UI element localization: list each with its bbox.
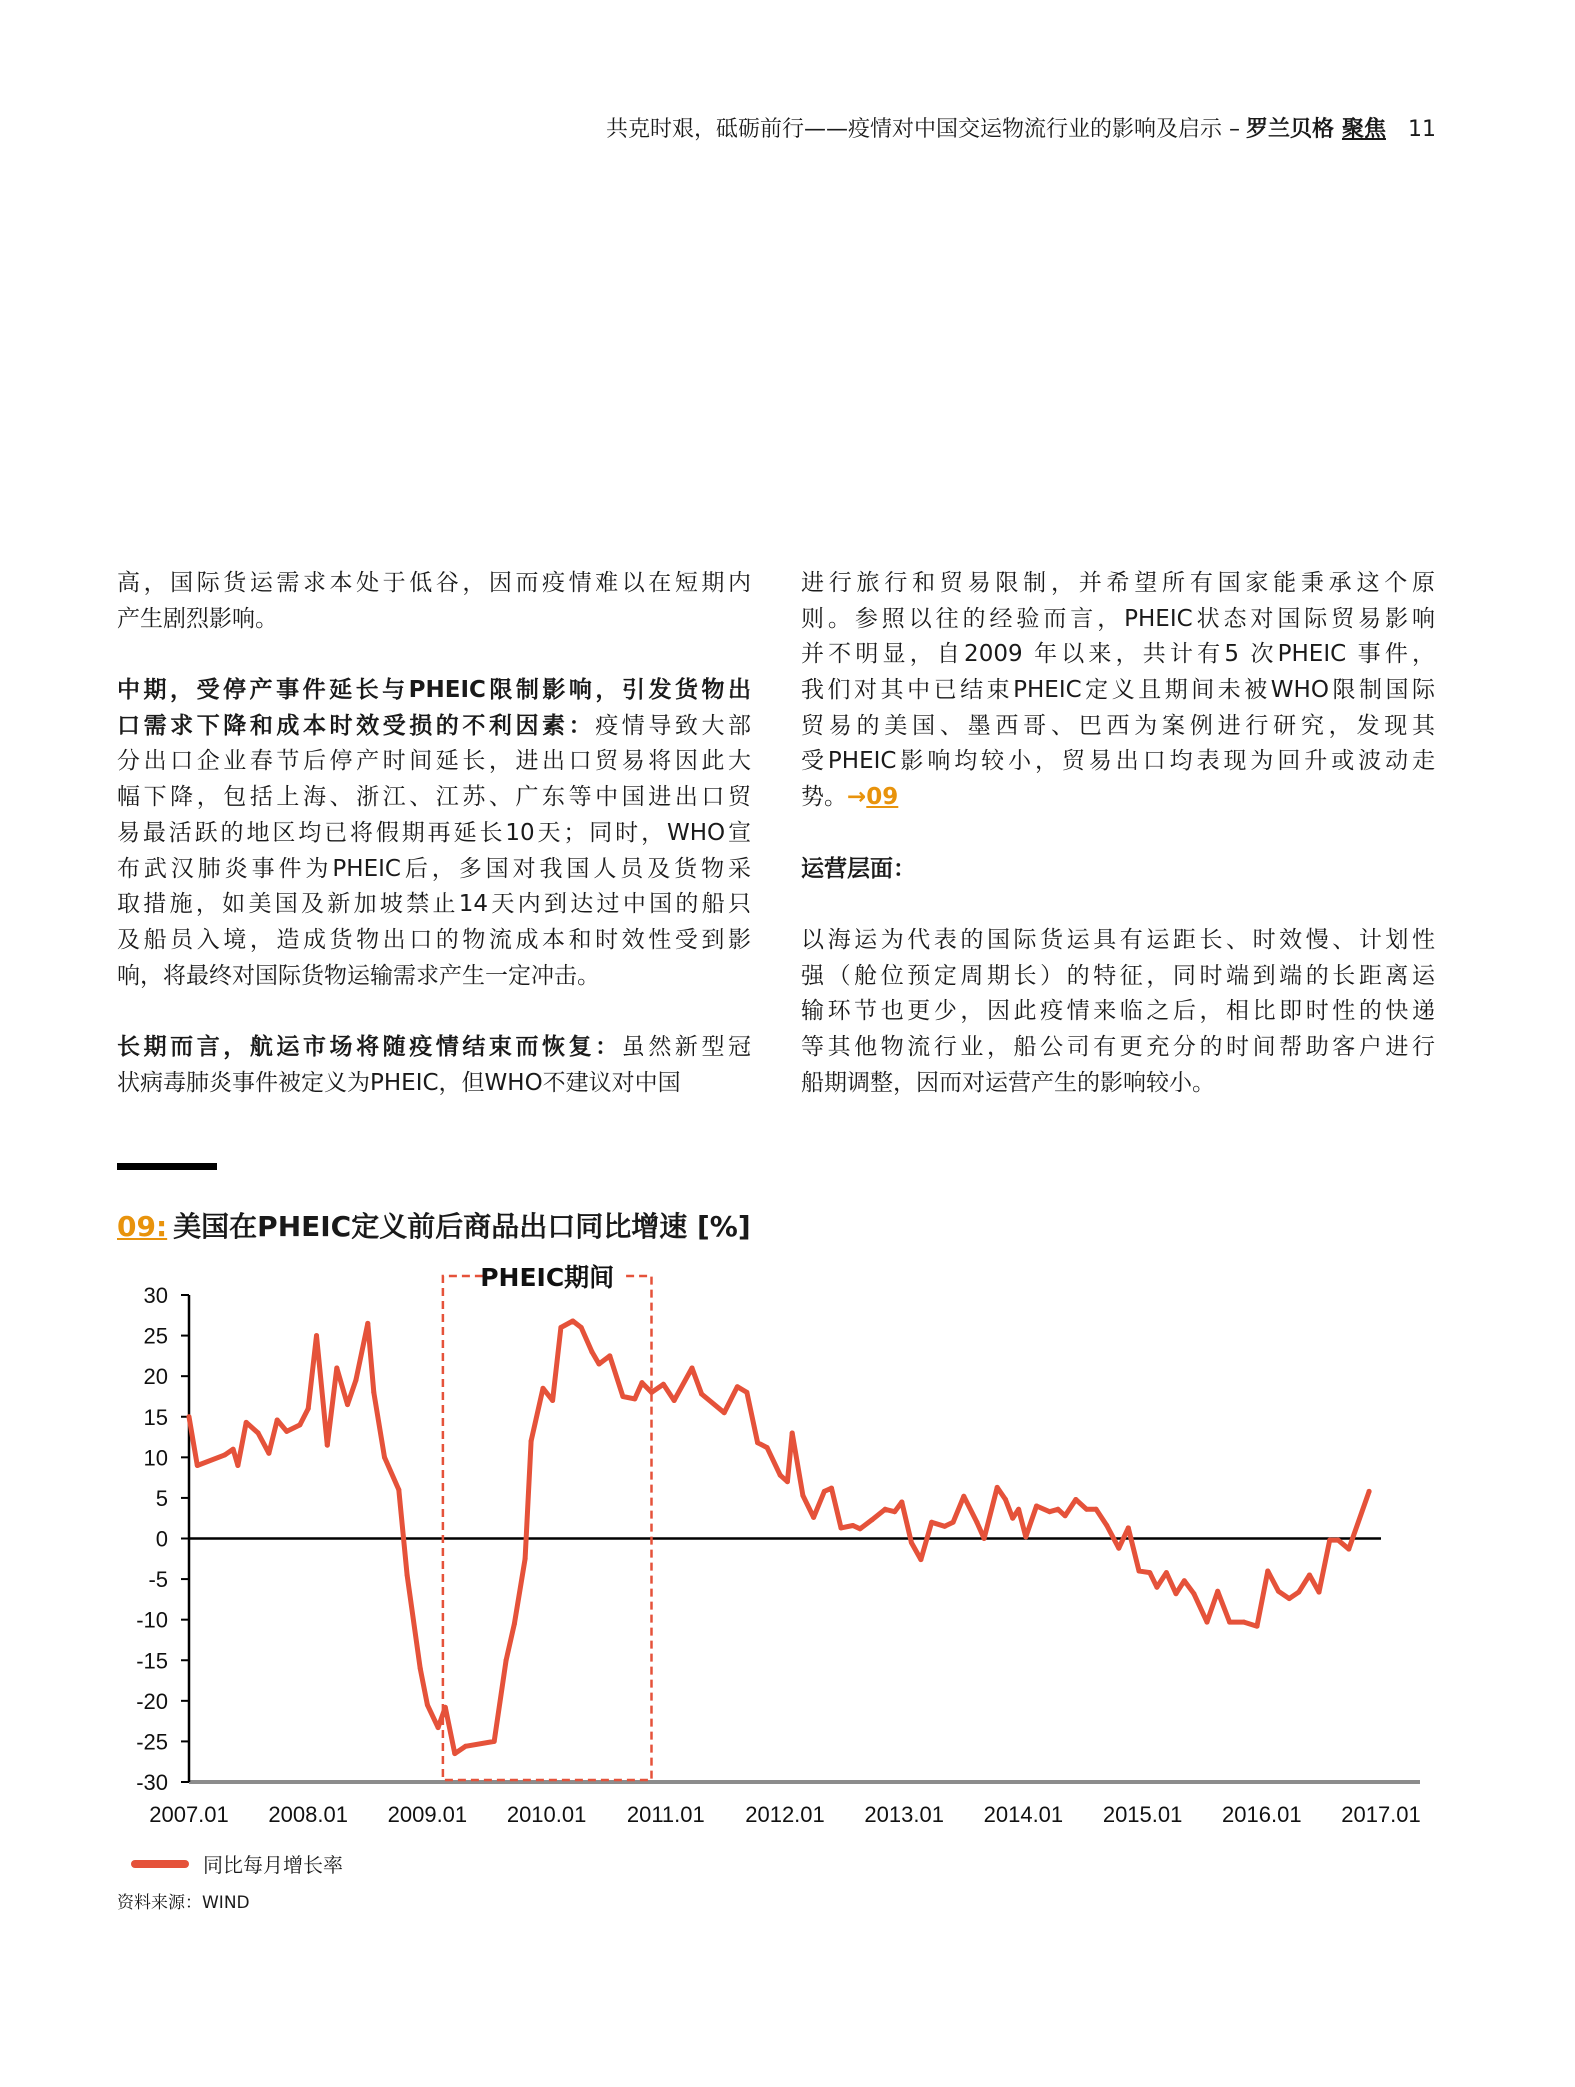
- data-point: [883, 1507, 888, 1512]
- data-point: [690, 1366, 695, 1371]
- data-point: [235, 1463, 240, 1468]
- header-focus: 聚焦: [1341, 117, 1386, 142]
- data-point: [314, 1333, 319, 1338]
- data-point: [1182, 1578, 1187, 1583]
- body-text: 并不明显，自2009 年以来，共计有5 次PHEIC 事件，: [801, 641, 1435, 668]
- data-point: [266, 1451, 271, 1456]
- data-point: [1016, 1507, 1021, 1512]
- data-point: [436, 1725, 441, 1730]
- data-point: [699, 1392, 704, 1397]
- body-text: 我们对其中已结束PHEIC定义且期间未被WHO限制国际: [801, 677, 1435, 704]
- y-tick-label: 20: [143, 1364, 168, 1390]
- data-point: [558, 1325, 563, 1330]
- x-tick-label: 2015.01: [1102, 1802, 1183, 1827]
- chart-title-text: 美国在PHEIC定义前后商品出口同比增速 [%]: [173, 1210, 751, 1243]
- x-tick-label: 2009.01: [387, 1802, 468, 1827]
- bold-lead: 口需求下降和成本时效受损的不利因素：: [117, 712, 596, 739]
- page-number: 11: [1408, 117, 1436, 142]
- data-point: [463, 1744, 468, 1749]
- body-text: 虽然新型冠: [621, 1033, 752, 1060]
- y-tick-label: -15: [136, 1648, 168, 1674]
- data-point: [1296, 1590, 1301, 1595]
- data-point: [334, 1366, 339, 1371]
- data-point: [523, 1556, 528, 1561]
- data-point: [325, 1443, 330, 1448]
- data-point: [306, 1406, 311, 1411]
- x-tick-label: 2017.01: [1341, 1802, 1421, 1827]
- data-point: [1327, 1538, 1332, 1543]
- data-point: [1346, 1547, 1351, 1552]
- chart-number[interactable]: 09:: [117, 1210, 168, 1243]
- data-point: [929, 1520, 934, 1525]
- data-point: [1164, 1570, 1169, 1575]
- pheic-period-label: PHEIC期间: [480, 1263, 615, 1292]
- body-text: 输环节也更少，因此疫情来临之后，相比即时性的快递: [801, 998, 1435, 1025]
- data-point: [443, 1705, 448, 1710]
- pheic-period-box: [443, 1276, 652, 1780]
- body-text: 幅下降，包括上海、浙江、江苏、广东等中国进出口贸: [117, 784, 751, 811]
- body-text: 布武汉肺炎事件为PHEIC后，多国对我国人员及货物采: [117, 855, 751, 882]
- data-point: [492, 1739, 497, 1744]
- data-point: [961, 1494, 966, 1499]
- data-point: [639, 1380, 644, 1385]
- data-point: [951, 1520, 956, 1525]
- x-tick-label: 2007.01: [149, 1802, 229, 1827]
- data-point: [1255, 1624, 1260, 1629]
- data-point: [1063, 1513, 1068, 1518]
- data-point: [661, 1382, 666, 1387]
- y-tick-label: 0: [155, 1526, 168, 1552]
- y-tick-label: -25: [136, 1729, 168, 1755]
- body-text: 易最活跃的地区均已将假期再延长10天；同时，WHO宣: [117, 819, 751, 846]
- data-point: [297, 1422, 302, 1427]
- body-text: 则。参照以往的经验而言，PHEIC状态对国际贸易影响: [801, 605, 1435, 632]
- data-point: [1241, 1620, 1246, 1625]
- data-point: [1367, 1489, 1372, 1494]
- x-tick-label: 2013.01: [864, 1802, 944, 1827]
- body-text: 贸易的美国、墨西哥、巴西为案例进行研究，发现其: [801, 712, 1435, 739]
- x-tick-label: 2016.01: [1222, 1802, 1302, 1827]
- data-point: [1137, 1568, 1142, 1573]
- data-point: [1307, 1573, 1312, 1578]
- data-point: [579, 1325, 584, 1330]
- data-point: [800, 1493, 805, 1498]
- bold-lead: 中期，受停产事件延长与PHEIC限制影响，引发货物出: [117, 677, 751, 704]
- data-point: [744, 1390, 749, 1395]
- arrow-right-icon: →: [847, 784, 867, 811]
- data-point: [899, 1499, 904, 1504]
- data-point: [570, 1318, 575, 1323]
- data-point: [512, 1621, 517, 1626]
- body-text: 产生剧烈影响。: [117, 605, 278, 632]
- data-point: [353, 1378, 358, 1383]
- x-tick-label: 2008.01: [268, 1802, 348, 1827]
- data-point: [541, 1386, 546, 1391]
- bold-lead: 长期而言，航运市场将随疫情结束而恢复：: [117, 1033, 622, 1060]
- body-text: 分出口企业春节后停产时间延长，进出口贸易将因此大: [117, 748, 751, 775]
- legend-swatch: [131, 1860, 189, 1868]
- x-tick-label: 2012.01: [745, 1802, 825, 1827]
- data-point: [1173, 1591, 1178, 1596]
- data-point: [858, 1526, 863, 1531]
- data-point: [811, 1515, 816, 1520]
- data-point: [982, 1536, 987, 1541]
- data-point: [597, 1361, 602, 1366]
- data-point: [1010, 1516, 1015, 1521]
- data-point: [1227, 1620, 1232, 1625]
- x-tick-label: 2014.01: [983, 1802, 1064, 1827]
- data-point: [918, 1557, 923, 1562]
- data-point: [778, 1473, 783, 1478]
- data-point: [1003, 1497, 1008, 1502]
- data-point: [1287, 1596, 1292, 1601]
- y-tick-label: -30: [136, 1770, 168, 1795]
- y-tick-label: 10: [143, 1445, 168, 1471]
- data-point: [187, 1414, 192, 1419]
- body-text: 以海运为代表的国际货运具有运距长、时效慢、计划性: [801, 926, 1435, 953]
- data-point: [589, 1349, 594, 1354]
- data-point: [607, 1353, 612, 1358]
- data-point: [256, 1430, 261, 1435]
- body-text: 及船员入境，造成货物出口的物流成本和时效性受到影: [117, 926, 751, 953]
- data-point: [1104, 1523, 1109, 1528]
- data-point: [405, 1573, 410, 1578]
- body-text: 响，将最终对国际货物运输需求产生一定冲击。: [117, 962, 600, 989]
- y-tick-label: 15: [143, 1404, 168, 1430]
- data-point: [195, 1463, 200, 1468]
- data-point: [365, 1321, 370, 1326]
- data-point: [822, 1489, 827, 1494]
- bold-lead: 运营层面：: [801, 855, 916, 882]
- data-point: [1317, 1590, 1322, 1595]
- data-point: [1073, 1497, 1078, 1502]
- body-text: 强（舱位预定周期长）的特征，同时端到端的长距离运: [801, 962, 1435, 989]
- data-point: [974, 1520, 979, 1525]
- data-point: [425, 1702, 430, 1707]
- chart-legend: [131, 1849, 343, 1878]
- data-point: [1265, 1568, 1270, 1573]
- source-note: 资料来源：WIND: [117, 1893, 250, 1913]
- body-text: 船期调整，因而对运营产生的影响较小。: [801, 1069, 1215, 1096]
- data-point: [275, 1417, 280, 1422]
- data-point: [870, 1517, 875, 1522]
- y-tick-label: 5: [155, 1485, 168, 1511]
- data-point: [785, 1479, 790, 1484]
- data-point: [504, 1658, 509, 1663]
- data-point: [1116, 1546, 1121, 1551]
- body-text: 高，国际货运需求本处于低谷，因而疫情难以在短期内: [117, 570, 751, 596]
- data-point: [418, 1666, 423, 1671]
- data-point: [839, 1525, 844, 1530]
- data-point: [722, 1410, 727, 1415]
- data-point: [649, 1390, 654, 1395]
- data-point: [396, 1487, 401, 1492]
- data-point: [620, 1394, 625, 1399]
- data-point: [1084, 1507, 1089, 1512]
- data-point: [1336, 1538, 1341, 1543]
- body-text: 状病毒肺炎事件被定义为PHEIC，但WHO不建议对中国: [117, 1069, 681, 1096]
- data-point: [1215, 1589, 1220, 1594]
- data-point: [892, 1509, 897, 1514]
- data-point: [765, 1445, 770, 1450]
- data-point: [850, 1523, 855, 1528]
- legend-label: 同比每月增长率: [203, 1853, 343, 1877]
- y-tick-label: -5: [148, 1567, 168, 1593]
- data-point: [1094, 1507, 1099, 1512]
- data-point: [1126, 1525, 1131, 1530]
- data-point: [672, 1398, 677, 1403]
- header-title: 共克时艰，砥砺前行——疫情对中国交运物流行业的影响及启示 –: [605, 117, 1240, 142]
- data-point: [632, 1396, 637, 1401]
- body-text: 疫情导致大部: [595, 712, 752, 739]
- body-text: 等其他物流行业，船公司有更充分的时间帮助客户进行: [801, 1033, 1435, 1060]
- data-point: [909, 1540, 914, 1545]
- x-tick-label: 2011.01: [626, 1802, 705, 1827]
- data-point: [1034, 1504, 1039, 1509]
- data-point: [995, 1485, 1000, 1490]
- body-text: 进行旅行和贸易限制，并希望所有国家能秉承这个原: [801, 570, 1435, 596]
- data-point: [222, 1452, 227, 1457]
- data-point: [735, 1384, 740, 1389]
- data-point: [1191, 1591, 1196, 1596]
- data-point: [1204, 1620, 1209, 1625]
- data-point: [790, 1430, 795, 1435]
- data-point: [1276, 1589, 1281, 1594]
- y-tick-label: -20: [136, 1688, 168, 1714]
- data-point: [1023, 1534, 1028, 1539]
- data-point: [1047, 1509, 1052, 1514]
- y-tick-label: -10: [136, 1607, 168, 1633]
- data-point: [244, 1420, 249, 1425]
- data-point: [550, 1398, 555, 1403]
- data-point: [371, 1390, 376, 1395]
- header-brand: 罗兰贝格: [1245, 117, 1334, 142]
- data-point: [529, 1439, 534, 1444]
- data-point: [345, 1402, 350, 1407]
- data-point: [942, 1524, 947, 1529]
- data-point: [382, 1455, 387, 1460]
- x-tick-label: 2010.01: [506, 1802, 587, 1827]
- data-point: [231, 1447, 236, 1452]
- data-point: [755, 1440, 760, 1445]
- y-tick-label: 30: [143, 1283, 168, 1308]
- data-point: [452, 1751, 457, 1756]
- body-text: 取措施，如美国及新加坡禁止14天内到达过中国的船只: [117, 891, 751, 918]
- y-tick-label: 25: [143, 1323, 168, 1349]
- data-point: [284, 1429, 289, 1434]
- data-point: [1055, 1507, 1060, 1512]
- data-point: [1154, 1585, 1159, 1590]
- data-point: [829, 1486, 834, 1491]
- body-text: 受PHEIC影响均较小，贸易出口均表现为回升或波动走: [801, 748, 1435, 775]
- data-point: [1147, 1570, 1152, 1575]
- body-text: 势。: [801, 784, 847, 811]
- figure-reference-number[interactable]: 09: [866, 784, 899, 811]
